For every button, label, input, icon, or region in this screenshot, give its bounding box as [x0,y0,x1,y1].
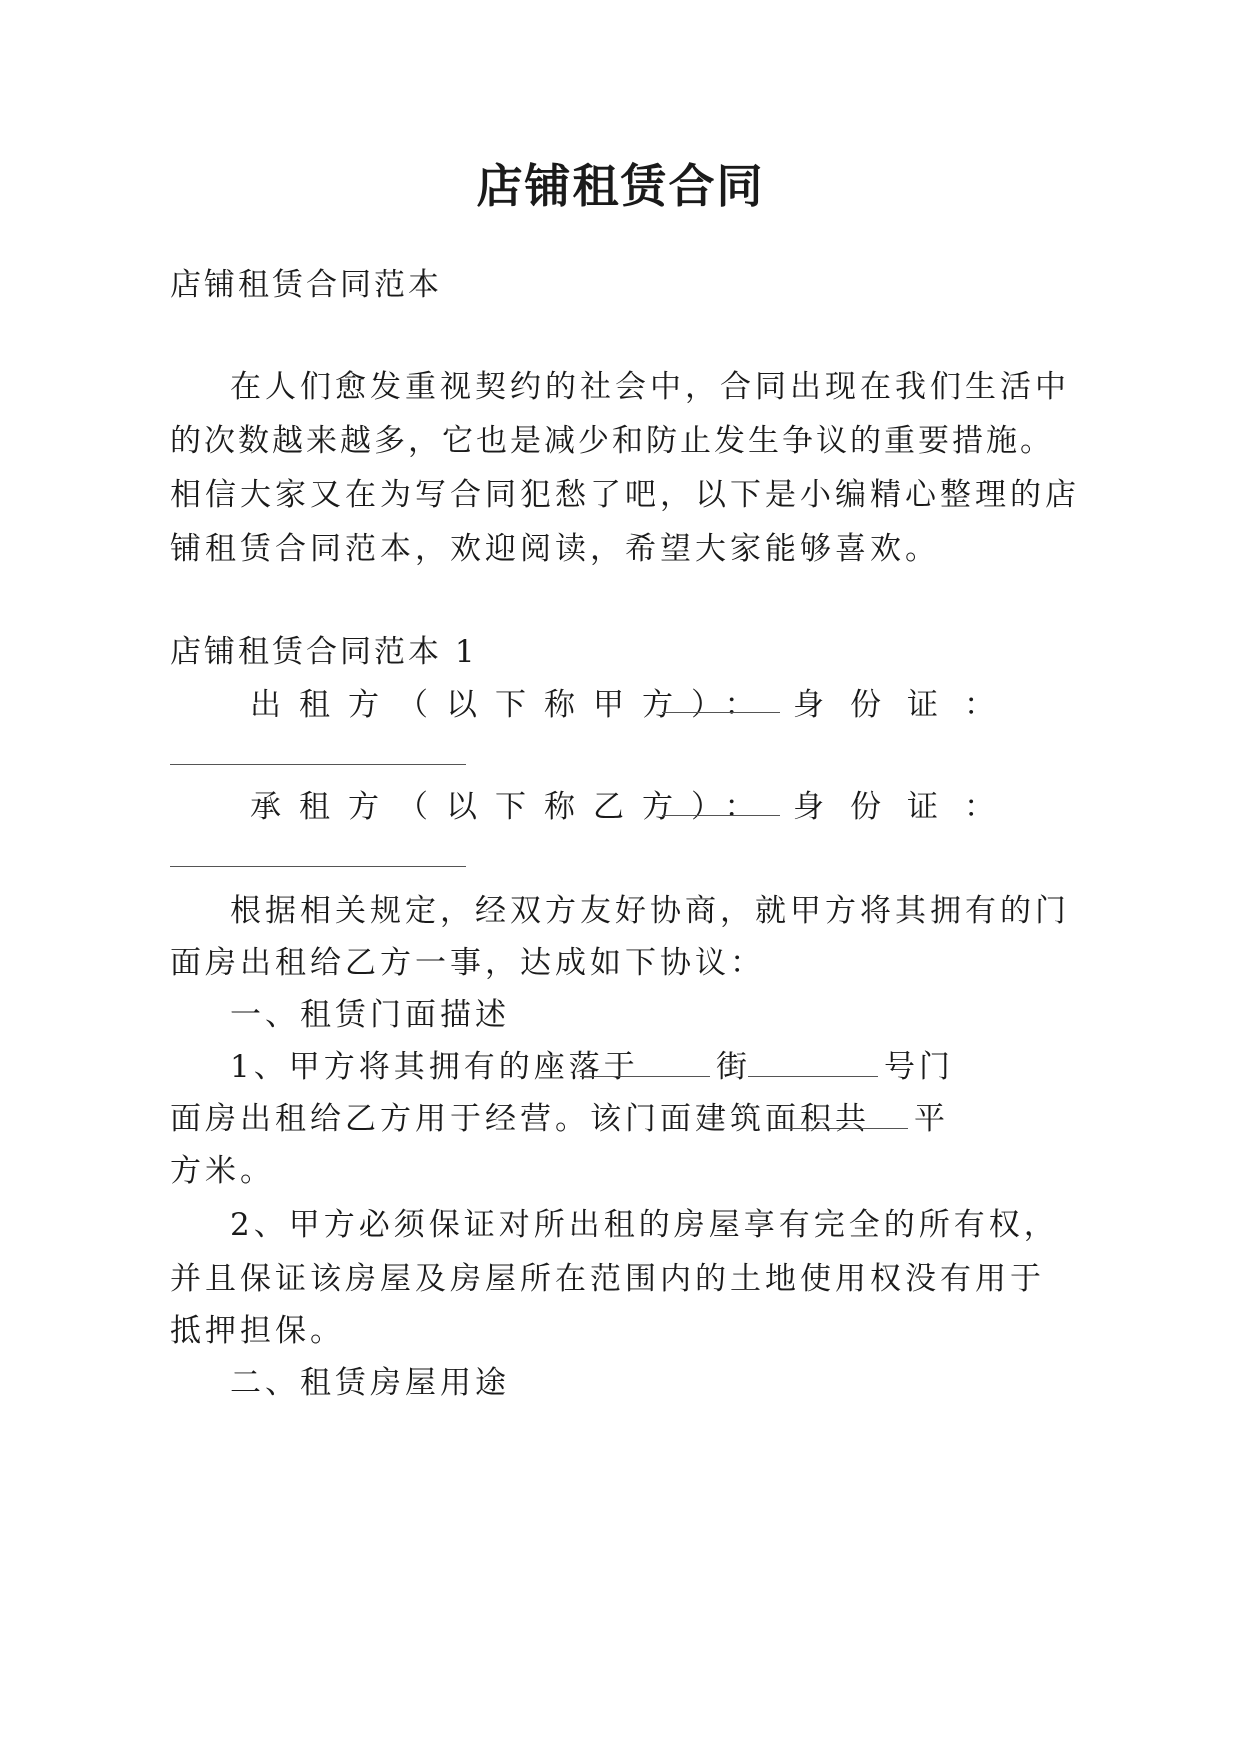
party-b-label: 承租方（以下称乙方）： [250,789,774,825]
intro-line-4: 铺租赁合同范本，欢迎阅读，希望大家能够喜欢。 [170,531,940,567]
party-a-name-blank [662,712,780,713]
section-1-item-2-line-2: 并且保证该房屋及房屋所在范围内的土地使用权没有用于 [170,1261,1045,1297]
document-title: 店铺租赁合同 [476,159,765,213]
section-1-item-1-line-1c: 号门 [884,1049,954,1085]
section-1-item-2-line-3: 抵押担保。 [170,1313,345,1349]
preamble-line-2: 面房出租给乙方一事，达成如下协议： [170,945,765,981]
party-b-id-blank [170,866,466,867]
section-2-heading: 二、租赁房屋用途 [230,1365,510,1401]
party-b-id-label: 身份证： [793,789,1021,825]
document-subtitle: 店铺租赁合同范本 [170,267,442,303]
party-a-id-label: 身份证： [793,687,1021,723]
section-1-item-1-line-3: 方米。 [170,1153,275,1189]
intro-line-2: 的次数越来越多，它也是减少和防止发生争议的重要措施。 [170,423,1054,459]
party-a-label: 出租方（以下称甲方）： [250,687,774,723]
area-blank [778,1128,908,1129]
party-a-id-blank [170,764,466,765]
sample-heading: 店铺租赁合同范本 1 [170,634,478,670]
section-1-item-1-line-2b: 平 [914,1101,949,1137]
section-1-item-1-line-1b: 街 [716,1049,751,1085]
preamble-line-1: 根据相关规定，经双方友好协商，就甲方将其拥有的门 [230,893,1070,929]
section-1-heading: 一、租赁门面描述 [230,997,510,1033]
section-1-item-2-line-1: 2、甲方必须保证对所出租的房屋享有完全的所有权， [230,1207,1059,1243]
section-1-item-1-line-2a: 面房出租给乙方用于经营。该门面建筑面积共 [170,1101,870,1137]
location-blank [580,1076,710,1077]
section-1-item-1-line-1a: 1、甲方将其拥有的座落于 [230,1049,639,1085]
party-b-name-blank [662,815,780,816]
intro-line-1: 在人们愈发重视契约的社会中，合同出现在我们生活中 [230,369,1070,405]
intro-line-3: 相信大家又在为写合同犯愁了吧，以下是小编精心整理的店 [170,477,1080,513]
street-blank [748,1076,878,1077]
